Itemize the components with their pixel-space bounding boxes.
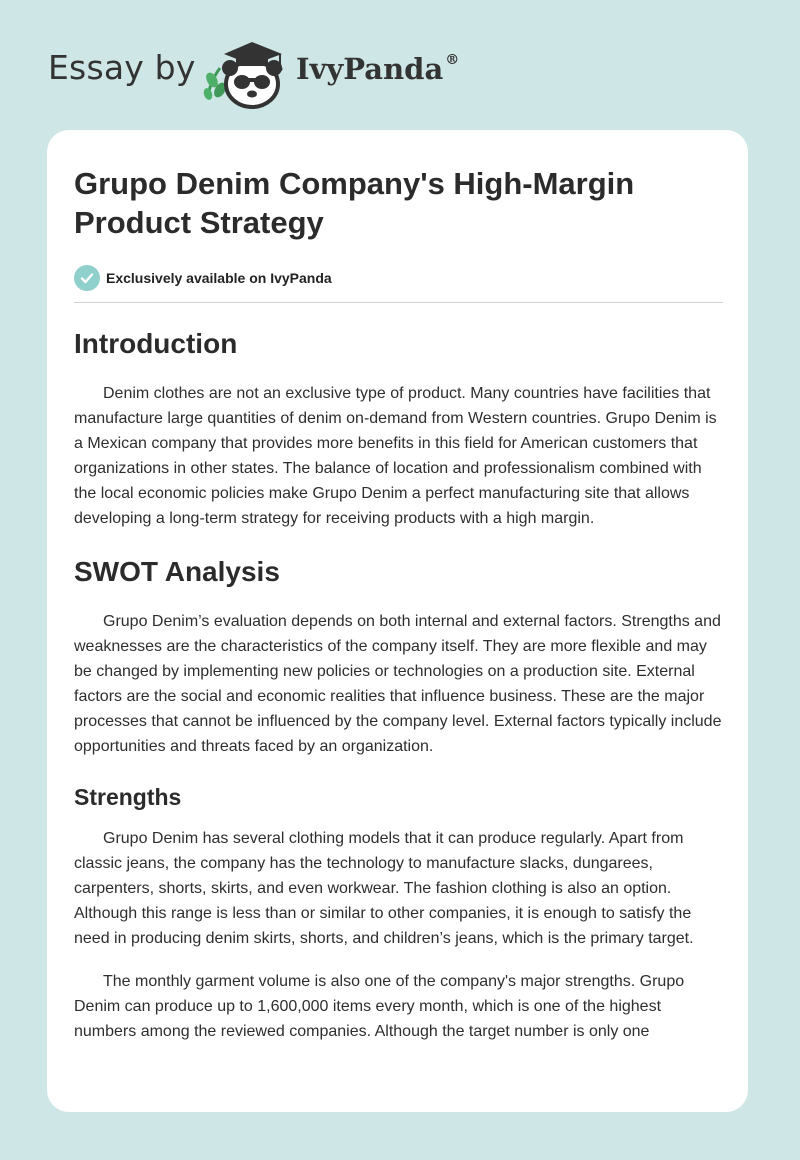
brand-name-text: IvyPanda <box>296 52 444 86</box>
check-icon <box>74 265 100 291</box>
section-heading-strengths: Strengths <box>74 784 182 810</box>
site-header <box>0 0 800 130</box>
panda-graduate-icon[interactable] <box>200 34 296 110</box>
strengths-paragraph-2: The monthly garment volume is also one of the company's major strengths. Grupo Denim can produce up to 1,600,000 items every month, which is one of the highest numbers among the reviewed companies. Although the target number is only one <box>74 973 685 1040</box>
essay-by-label: Essay by <box>48 48 196 87</box>
article-card <box>47 130 748 1112</box>
title-divider <box>74 302 723 303</box>
article-title: Grupo Denim Company's High-Margin Product Strategy <box>74 166 635 240</box>
article-content <box>74 164 723 1044</box>
strengths-paragraph-1: Grupo Denim has several clothing models that it can produce regularly. Apart from classic jeans, the company has the technology to manufacture slacks, dungarees, carpenters, shorts, skirts, and even workwear. The fashion clothing is also an option. Although this range is less than or similar to other companies, it is enough to satisfy the need in producing denim skirts, shorts, and children’s jeans, which is the primary target. <box>74 830 694 947</box>
swot-paragraph: Grupo Denim’s evaluation depends on both internal and external factors. Strengths and weaknesses are the characteristics of the company itself. They are more flexible and may be changed by implementing new policies or technologies on a production site. External factors are the social and economic realities that influence business. These are the major processes that cannot be influenced by the company level. External factors typically include opportunities and threats faced by an organization. <box>74 613 722 755</box>
exclusive-badge-text: Exclusively available on IvyPanda <box>106 270 332 286</box>
introduction-paragraph: Denim clothes are not an exclusive type of product. Many countries have facilities that manufacture large quantities of denim on-demand from Western countries. Grupo Denim is a Mexican company that provides more benefits in this field for American customers that organizations in other states. The balance of location and professionalism combined with the local economic policies make Grupo Denim a perfect manufacturing site that allows developing a long-term strategy for receiving products with a high margin. <box>74 385 717 527</box>
exclusive-badge <box>74 265 723 291</box>
section-heading-swot: SWOT Analysis <box>74 556 280 587</box>
registered-mark: ® <box>445 52 460 69</box>
section-heading-introduction: Introduction <box>74 328 238 359</box>
brand-name[interactable] <box>296 52 459 86</box>
